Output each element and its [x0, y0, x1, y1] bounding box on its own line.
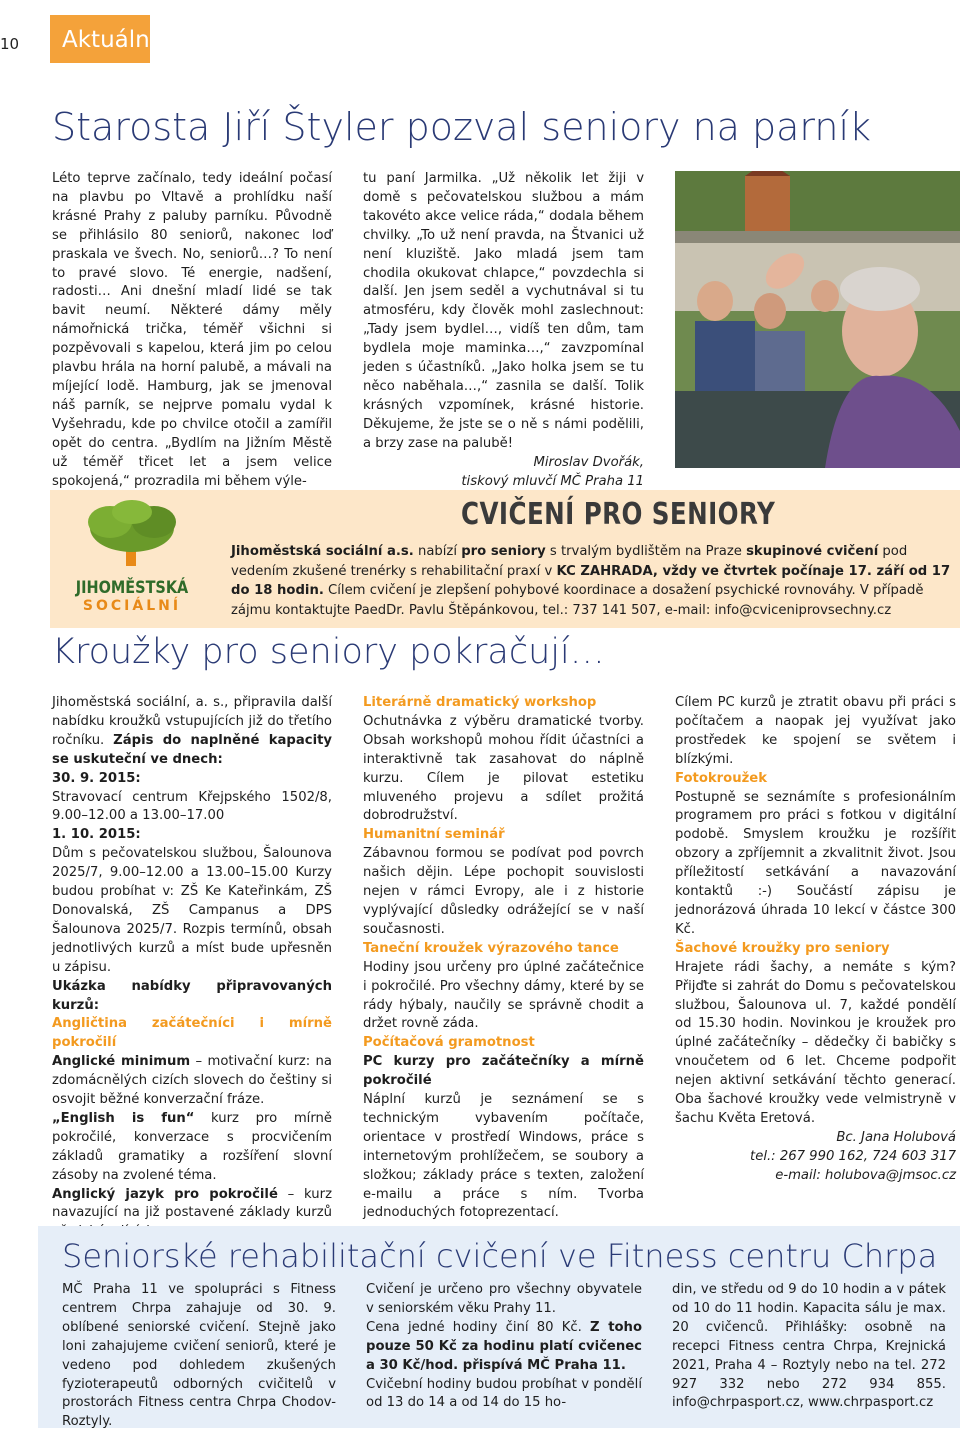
a2-intro	[52, 694, 332, 770]
a2-chess-heading: Šachové kroužky pro seniory	[675, 940, 890, 956]
logo-text-1: JIHOMĚSTSKÁ	[75, 578, 189, 598]
a3-text-3: din, ve středu od 9 do 10 hodin a v pátek od 10 do 11 hodin. Kapacita sálu je max. 20 cvičenců. Přihlášky: osobně na recepci Fitness centra Chrpa, Krejnická 2021, Praha 4 – Roztyly nebo na tel. 272 927 332 nebo 272 934 855. info@chrpasport.cz, www.chrpasport.cz	[672, 1282, 946, 1411]
a2-photo-text: Postupně se seznámíte s profesionálním programem pro práci s fotkou v digitální podobě. Smyslem kroužku je rozšířit obzory a zpříjemnit a zkvalitnit život. Jsou příležitostí setkávání a navazování kontaktů :-) Součástí zápisu je jednorázová úhrada 10 lekcí v částce 300 Kč.	[675, 789, 956, 937]
a3-text-2a: Cvičení je určeno pro všechny obyvatele v seniorském věku Prahy 11.	[366, 1282, 642, 1316]
a2-pc-subheading: PC kurzy pro začátečníky a mírně pokročilé	[363, 1054, 644, 1089]
a2-dance-heading: Taneční kroužek výrazového tance	[363, 940, 619, 956]
cviceni-title: CVIČENÍ PRO SENIORY	[461, 497, 776, 532]
a2-course-2-text: kurz pro mírně pokročilé, konverzace s procvičením základů gramatiky a rozšíření slovní zásoby na zvolené téma.	[52, 1110, 332, 1183]
a2-photo-heading: Fotokroužek	[675, 770, 768, 786]
article1-text-1: Léto teprve začínalo, tedy ideální počasí na plavbu po Vltavě a prohlídku naší krásné Prahy z paluby parníku. Původně se přihlásilo 80 seniorů, nakonec loď praskala ve švech. No, seniorů…? To není to pravé slovo. Té energie, nadšení, radosti… Ani dnešní mladí lidé se tak bavit neumí. Některé dámy měly námořnická trička, téměř všichni si pozpěvovali s kapelou, která jim po celou plavbu hrála na horní palubě, a mávali na míjející lodě. Hamburg, jak se jmenoval náš parník, se nejprve pomalu vydal k Vyšehradu, kde po chvilce otočil a zamířil opět do centra. „Bydlím na Jižním Městě už téměř třicet let a jsem velice spokojená,“ prozradila mi během výle-	[52, 171, 332, 489]
a2-signature-tel: tel.: 267 990 162, 724 603 317	[750, 1148, 956, 1164]
a3-price-bold: Z toho pouze 50 Kč za hodinu platí cvičenec a 30 Kč/hod. přispívá MČ Praha 11.	[366, 1319, 643, 1373]
cviceni-t1: Jihoměstská sociální a.s.	[231, 544, 414, 559]
a2-course-1-name: Anglické minimum	[52, 1054, 191, 1070]
a2-hum-heading: Humanitní seminář	[363, 827, 505, 843]
cviceni-t2: nabízí	[413, 544, 462, 559]
a2-offer-heading: Ukázka nabídky připravovaných kurzů:	[52, 978, 332, 1013]
a2-hum-text: Zábavnou formou se podívat pod povrch našich dějin. Lépe pochopit souvislosti nejen v rámci Evropy, ale i z historie vyplývající důsledky odrážející se v naší současnosti.	[363, 846, 644, 937]
a3-text-1: MČ Praha 11 ve spolupráci s Fitness centrem Chrpa zahajuje od 30. 9. oblíbené seniorské cvičení. Stejně jako loni zahajujeme cvičení seniorů, které je vedeno pod dohledem zkušených fyzioterapeutů odborných cvičitelů v prostorách Fitness centra Chrpa Chodov-Roztyly.	[62, 1282, 336, 1430]
a2-pc-heading: Počítačová gramotnost	[363, 1035, 535, 1051]
a2-pc-goal: Cílem PC kurzů je ztratit obavu při práci s počítačem a naopak jej využívat jako prostředek ke spojení se světem i blízkými.	[675, 695, 956, 767]
cviceni-t8: Cílem cvičení je zlepšení pohybové koordinace a dosažení psychické rovnováhy. V případě zájmu kontaktujte PaedDr. Pavlu Štěpánkovou, tel.: 737 141 507, e-mail: info@cviceniprovsechny.cz	[231, 583, 924, 618]
a2-intro-text: Jihoměstská sociální, a. s., připravila další nabídku kroužků vstupujících již do třetího ročníku.	[52, 695, 332, 748]
a2-lit-text: Ochutnávka z výběru dramatické tvorby. Obsah workshopů mohou řídit účastníci a interaktivně tak zasahovat do náplně kurzu. Cílem je pilovat estetiku mluveného projevu a sdílet prožitá dobrodružství.	[363, 713, 644, 824]
a2-signature-name: Bc. Jana Holubová	[836, 1129, 956, 1145]
a2-lit-heading: Literárně dramatický workshop	[363, 695, 597, 710]
a2-course-2	[52, 1110, 332, 1186]
cviceni-t5: skupinové cvičení	[746, 544, 879, 559]
article1-column-1	[52, 170, 332, 491]
article3-column-2	[366, 1281, 642, 1413]
a2-dance-text: Hodiny jsou určeny pro úplné začátečnice i pokročilé. Pro všechny dámy, které by se rády hýbaly, naučily se správně chodit a držet rovně záda.	[363, 959, 644, 1032]
a2-course-1-text: – motivační kurz: na zdomácnělých cizích slovech do češtiny si osvojit běžné konverzační fráze.	[52, 1054, 332, 1108]
a2-chess-text: Hrajete rádi šachy, a nemáte s kým? Přijďte si zahrát do Domu s pečovatelskou službou, Šalounova ul. 7, každé pondělí od 15.30 hodin. Novinkou je kroužek pro úplné začátečníky – dědečky či babičky s vnoučetem od 6 let. Chceme podpořit nejen aktivní setkávání těchto generací. Oba šachové kroužky vede velmistryně v šachu Květa Eretová.	[675, 959, 956, 1126]
a2-course-2-name: „English is fun“	[52, 1110, 195, 1126]
article3-column-1	[62, 1281, 336, 1432]
article1-text-2: tu paní Jarmilka. „Už několik let žiji v domě s pečovatelskou službou a mám takovéto akce velice ráda,“ dodala během chvilky. „To už není pravda, na Štvanici už není kluziště. Jako mladá jsem tam chodila okukovat chlapce,“ povzdechla si další. Jen jsem seděl a vychutnával si tu atmosféru, kdy člověk mohl zaslechnout: „Tady jsem bydlel…, vidíš ten dům, tam bydlela moje maminka…,“ zavzpomínal jeden s účastníků. „Jako holka jsem se tu něco naběhala…,“ zasnila se další. Tolik krásných vzpomínek, krásné historie. Děkujeme, že jste se o ně s námi podělili, a brzy zase na palubě!	[363, 171, 644, 451]
article-title-krouzky: Kroužky pro seniory pokračují…	[52, 632, 605, 672]
a2-course-3-text: – kurz navazující na již postavené základy kurzů	[52, 1186, 332, 1221]
logo-text-2: SOCIÁLNÍ	[82, 598, 182, 614]
article2-column-1	[52, 694, 332, 1242]
a3-text-2d: Cvičební hodiny budou probíhat v pondělí od 13 do 14 a od 14 do 15 ho-	[366, 1376, 642, 1411]
a2-date-2: 1. 10. 2015:	[52, 827, 141, 843]
article2-column-3	[675, 694, 956, 1186]
article3-column-3	[672, 1281, 946, 1413]
cviceni-text	[231, 542, 951, 620]
section-title: Aktuálně	[62, 27, 164, 53]
a2-course-1	[52, 1053, 332, 1110]
page-number: 10	[0, 35, 20, 53]
article1-column-2	[363, 170, 644, 491]
a2-date-2-text: Dům s pečovatelskou službou, Šalounova 2025/7, 9.00–12.00 a 13.00–15.00 Kurzy budou probíhat v: ZŠ Ke Kateřinkám, ZŠ Donovalská, ZŠ Campanus a DPS Šalounova 2025/7. Rozpis termínů, obsah jednotlivých kurzů a míst bude upřesněn u zápisu.	[52, 846, 332, 975]
a2-intro-bold: Zápis do naplněné kapacity se uskuteční ve dnech:	[52, 732, 333, 767]
article-title-parnik: Starosta Jiří Štyler pozval seniory na parník	[52, 105, 872, 149]
a2-signature-email: e-mail: holubova@jmsoc.cz	[775, 1167, 956, 1183]
cviceni-t4: s trvalým bydlištěm na Praze	[545, 544, 747, 559]
article-title-fitness: Seniorské rehabilitační cvičení ve Fitness centru Chrpa	[62, 1237, 938, 1275]
jihomestska-socialni-logo	[62, 500, 202, 620]
a2-date-1: 30. 9. 2015:	[52, 770, 141, 786]
a2-date-1-text: Stravovací centrum Křejpského 1502/8, 9.00–12.00 a 13.00–17.00	[52, 789, 332, 824]
a2-course-3-name: Anglický jazyk pro pokročilé	[52, 1186, 278, 1202]
tree-icon	[62, 500, 202, 570]
a2-english-heading: Angličtina začátečníci i mírně pokročilí	[52, 1016, 332, 1051]
cviceni-t6: pod vedením zkušené trenérky s rehabilitační praxí v	[231, 544, 908, 579]
article1-author: Miroslav Dvořák,	[533, 454, 644, 470]
cviceni-t3: pro seniory	[461, 544, 546, 559]
a3-price-text: Cena jedné hodiny činí 80 Kč.	[366, 1319, 591, 1335]
a3-price	[366, 1319, 642, 1376]
article2-column-2	[363, 694, 644, 1223]
cviceni-t7: KC ZAHRADA, vždy ve čtvrtek počínaje 17. září od 17 do 18 hodin.	[231, 563, 951, 599]
photo-seniors-on-boat	[675, 171, 960, 468]
article1-author-role: tiskový mluvčí MČ Praha 11	[461, 473, 644, 489]
a2-pc-text: Náplní kurzů je seznámení se s technickým vybavením počítače, orientace v prostředí Windows, práce s internetovým prohlížečem, se soubory a složkou; základy práce s texten, založení e-mailu a práce s ním. Tvorba jednoduchých fotoprezentací.	[363, 1092, 644, 1221]
